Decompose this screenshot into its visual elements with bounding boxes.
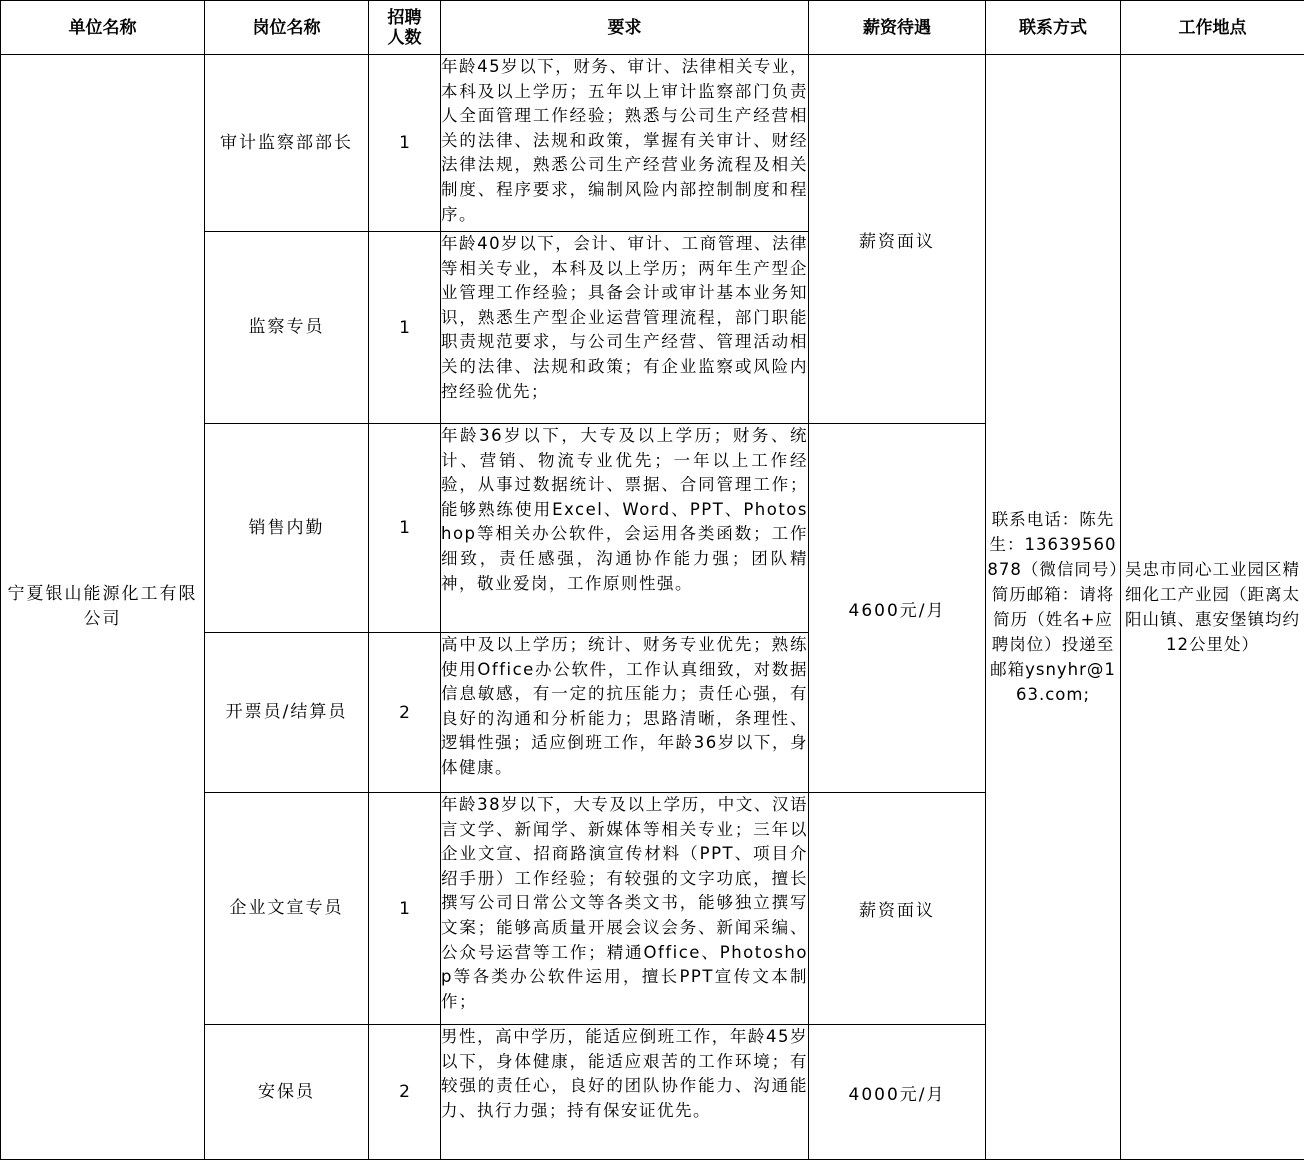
salary-negotiable: 薪资面议	[809, 55, 986, 424]
position-title: 销售内勤	[205, 424, 369, 633]
work-location: 吴忠市同心工业园区精细化工产业园（距离太阳山镇、惠安堡镇均约12公里处）	[1121, 55, 1304, 1160]
position-title: 安保员	[205, 1025, 369, 1160]
header-row	[1, 1, 1304, 55]
headcount-value: 2	[369, 1025, 441, 1160]
requirement-text: 年龄40岁以下，会计、审计、工商管理、法律等相关专业，本科及以上学历；两年生产型企业管理工作经验；具备会计或审计基本业务知识，熟悉生产型企业运营管理流程，部门职能职责规范要求，与公司生产经营、管理活动相关的法律、法规和政策；有企业监察或风险内控经验优先；	[441, 232, 809, 424]
contact-info: 联系电话：陈先生：13639560878（微信同号）简历邮箱：请将简历（姓名+应聘岗位）投递至邮箱ysnyhr@163.com;	[986, 55, 1121, 1160]
header-position: 岗位名称	[205, 1, 369, 55]
requirement-text: 年龄38岁以下，大专及以上学历，中文、汉语言文学、新闻学、新媒体等相关专业；三年以企业文宣、招商路演宣传材料（PPT、项目介绍手册）工作经验；有较强的文字功底，擅长撰写公司日常公文等各类文书，能够独立撰写文案；能够高质量开展会议会务、新闻采编、公众号运营等工作；精通Office、Photoshop等各类办公软件运用，擅长PPT宣传文本制作；	[441, 793, 809, 1025]
header-contact: 联系方式	[986, 1, 1121, 55]
headcount-value: 1	[369, 232, 441, 424]
salary-4000: 4000元/月	[809, 1025, 986, 1160]
headcount-value: 1	[369, 55, 441, 232]
headcount-value: 1	[369, 793, 441, 1025]
table-row	[1, 55, 1304, 232]
header-company: 单位名称	[1, 1, 205, 55]
header-salary: 薪资待遇	[809, 1, 986, 55]
requirement-text: 男性，高中学历，能适应倒班工作，年龄45岁以下，身体健康，能适应艰苦的工作环境；有较强的责任心，良好的团队协作能力、沟通能力、执行力强；持有保安证优先。	[441, 1025, 809, 1160]
company-name: 宁夏银山能源化工有限公司	[1, 55, 205, 1160]
header-headcount: 招聘人数	[369, 1, 441, 55]
requirement-text: 年龄36岁以下，大专及以上学历；财务、统计、营销、物流专业优先；一年以上工作经验，从事过数据统计、票据、合同管理工作；能够熟练使用Excel、Word、PPT、Photoshop等相关办公软件，会运用各类函数；工作细致，责任感强，沟通协作能力强；团队精神，敬业爱岗，工作原则性强。	[441, 424, 809, 633]
header-location: 工作地点	[1121, 1, 1304, 55]
header-requirements: 要求	[441, 1, 809, 55]
position-title: 监察专员	[205, 232, 369, 424]
position-title: 企业文宣专员	[205, 793, 369, 1025]
position-title: 开票员/结算员	[205, 633, 369, 793]
headcount-value: 1	[369, 424, 441, 633]
position-title: 审计监察部部长	[205, 55, 369, 232]
salary-4600: 4600元/月	[809, 424, 986, 793]
headcount-value: 2	[369, 633, 441, 793]
requirement-text: 高中及以上学历；统计、财务专业优先；熟练使用Office办公软件，工作认真细致，对数据信息敏感，有一定的抗压能力；责任心强，有良好的沟通和分析能力；思路清晰，条理性、逻辑性强；适应倒班工作，年龄36岁以下，身体健康。	[441, 633, 809, 793]
requirement-text: 年龄45岁以下，财务、审计、法律相关专业，本科及以上学历；五年以上审计监察部门负责人全面管理工作经验；熟悉与公司生产经营相关的法律、法规和政策，掌握有关审计、财经法律法规，熟悉公司生产经营业务流程及相关制度、程序要求，编制风险内部控制制度和程序。	[441, 55, 809, 232]
salary-negotiable: 薪资面议	[809, 793, 986, 1025]
